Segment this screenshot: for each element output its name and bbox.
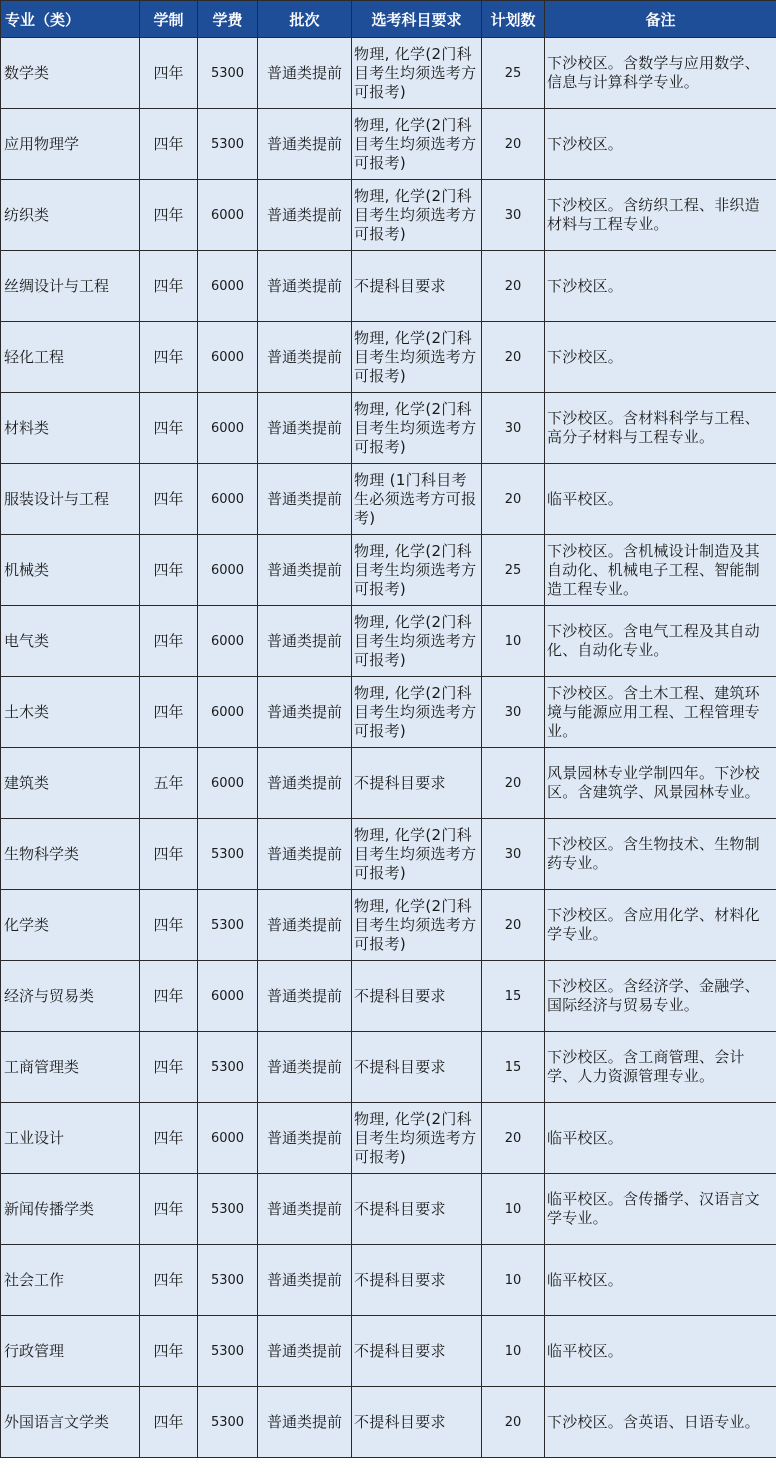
header-batch: 批次 [258,1,352,38]
header-duration: 学制 [140,1,198,38]
table-row [1,464,776,535]
cell-batch: 普通类提前 [258,677,352,748]
cell-duration: 四年 [140,464,198,535]
cell-plan-count: 20 [482,464,545,535]
cell-remarks: 下沙校区。含英语、日语专业。 [545,1387,776,1458]
cell-remarks: 下沙校区。含土木工程、建筑环境与能源应用工程、工程管理专业。 [545,677,776,748]
cell-major: 材料类 [1,393,140,464]
cell-remarks: 临平校区。 [545,1103,776,1174]
cell-batch: 普通类提前 [258,961,352,1032]
cell-plan-count: 20 [482,322,545,393]
cell-duration: 四年 [140,1103,198,1174]
table-body [1,38,776,1458]
cell-batch: 普通类提前 [258,251,352,322]
cell-plan-count: 10 [482,1174,545,1245]
cell-duration: 四年 [140,38,198,109]
cell-remarks: 临平校区。含传播学、汉语言文学专业。 [545,1174,776,1245]
table-row [1,1387,776,1458]
cell-major: 丝绸设计与工程 [1,251,140,322]
cell-tuition: 6000 [198,251,258,322]
cell-remarks: 下沙校区。含生物技术、生物制药专业。 [545,819,776,890]
cell-duration: 四年 [140,1032,198,1103]
cell-major: 服装设计与工程 [1,464,140,535]
cell-batch: 普通类提前 [258,1103,352,1174]
cell-plan-count: 20 [482,890,545,961]
cell-subject-requirement: 物理, 化学(2门科目考生均须选考方可报考) [352,180,482,251]
header-row [1,1,776,38]
cell-major: 建筑类 [1,748,140,819]
cell-tuition: 5300 [198,1174,258,1245]
table-row [1,109,776,180]
cell-subject-requirement: 不提科目要求 [352,1316,482,1387]
cell-plan-count: 20 [482,1387,545,1458]
cell-duration: 四年 [140,1245,198,1316]
cell-duration: 四年 [140,1316,198,1387]
cell-major: 工业设计 [1,1103,140,1174]
cell-remarks: 下沙校区。含机械设计制造及其自动化、机械电子工程、智能制造工程专业。 [545,535,776,606]
cell-remarks: 下沙校区。含经济学、金融学、国际经济与贸易专业。 [545,961,776,1032]
cell-remarks: 风景园林专业学制四年。下沙校区。含建筑学、风景园林专业。 [545,748,776,819]
cell-subject-requirement: 物理, 化学(2门科目考生均须选考方可报考) [352,677,482,748]
cell-subject-requirement: 物理, 化学(2门科目考生均须选考方可报考) [352,890,482,961]
table-row [1,819,776,890]
cell-plan-count: 30 [482,180,545,251]
header-tuition: 学费 [198,1,258,38]
cell-batch: 普通类提前 [258,393,352,464]
table-row [1,180,776,251]
cell-duration: 五年 [140,748,198,819]
cell-major: 行政管理 [1,1316,140,1387]
cell-batch: 普通类提前 [258,1032,352,1103]
cell-major: 电气类 [1,606,140,677]
cell-major: 轻化工程 [1,322,140,393]
table-row [1,961,776,1032]
cell-major: 社会工作 [1,1245,140,1316]
cell-subject-requirement: 物理, 化学(2门科目考生均须选考方可报考) [352,38,482,109]
cell-plan-count: 10 [482,1245,545,1316]
table-row [1,677,776,748]
cell-duration: 四年 [140,606,198,677]
cell-duration: 四年 [140,961,198,1032]
cell-plan-count: 10 [482,606,545,677]
cell-tuition: 6000 [198,606,258,677]
cell-subject-requirement: 不提科目要求 [352,1032,482,1103]
cell-major: 纺织类 [1,180,140,251]
cell-batch: 普通类提前 [258,606,352,677]
cell-plan-count: 30 [482,819,545,890]
cell-tuition: 6000 [198,322,258,393]
cell-duration: 四年 [140,890,198,961]
cell-duration: 四年 [140,535,198,606]
table-row [1,38,776,109]
table-row [1,393,776,464]
cell-major: 化学类 [1,890,140,961]
cell-tuition: 5300 [198,1032,258,1103]
table-row [1,322,776,393]
cell-subject-requirement: 不提科目要求 [352,1174,482,1245]
cell-batch: 普通类提前 [258,1174,352,1245]
cell-duration: 四年 [140,819,198,890]
table-row [1,1032,776,1103]
cell-duration: 四年 [140,251,198,322]
cell-batch: 普通类提前 [258,180,352,251]
header-subject-requirement: 选考科目要求 [352,1,482,38]
cell-plan-count: 20 [482,251,545,322]
table-row [1,748,776,819]
cell-remarks: 下沙校区。含材料科学与工程、高分子材料与工程专业。 [545,393,776,464]
table-row [1,535,776,606]
cell-tuition: 5300 [198,1316,258,1387]
cell-subject-requirement: 物理, 化学(2门科目考生均须选考方可报考) [352,322,482,393]
cell-subject-requirement: 物理, 化学(2门科目考生均须选考方可报考) [352,535,482,606]
table-row [1,1103,776,1174]
cell-duration: 四年 [140,1387,198,1458]
cell-remarks: 下沙校区。 [545,322,776,393]
header-remarks: 备注 [545,1,776,38]
cell-major: 外国语言文学类 [1,1387,140,1458]
cell-subject-requirement: 不提科目要求 [352,1387,482,1458]
cell-remarks: 下沙校区。含工商管理、会计学、人力资源管理专业。 [545,1032,776,1103]
cell-plan-count: 20 [482,748,545,819]
header-plan-count: 计划数 [482,1,545,38]
cell-subject-requirement: 物理, 化学(2门科目考生均须选考方可报考) [352,109,482,180]
cell-subject-requirement: 不提科目要求 [352,1245,482,1316]
cell-remarks: 下沙校区。含数学与应用数学、信息与计算科学专业。 [545,38,776,109]
table-row [1,1316,776,1387]
cell-tuition: 6000 [198,464,258,535]
cell-plan-count: 25 [482,535,545,606]
cell-remarks: 下沙校区。 [545,109,776,180]
cell-subject-requirement: 物理, 化学(2门科目考生均须选考方可报考) [352,393,482,464]
cell-major: 应用物理学 [1,109,140,180]
cell-tuition: 6000 [198,1103,258,1174]
cell-subject-requirement: 物理 (1门科目考生必须选考方可报考) [352,464,482,535]
cell-duration: 四年 [140,1174,198,1245]
cell-remarks: 下沙校区。 [545,251,776,322]
cell-tuition: 5300 [198,109,258,180]
cell-plan-count: 15 [482,1032,545,1103]
cell-tuition: 5300 [198,890,258,961]
cell-tuition: 6000 [198,748,258,819]
cell-batch: 普通类提前 [258,748,352,819]
cell-batch: 普通类提前 [258,1387,352,1458]
cell-batch: 普通类提前 [258,322,352,393]
cell-batch: 普通类提前 [258,819,352,890]
cell-plan-count: 30 [482,393,545,464]
cell-batch: 普通类提前 [258,890,352,961]
cell-duration: 四年 [140,677,198,748]
cell-major: 机械类 [1,535,140,606]
cell-plan-count: 15 [482,961,545,1032]
cell-tuition: 6000 [198,535,258,606]
table-row [1,1174,776,1245]
cell-tuition: 5300 [198,1387,258,1458]
cell-subject-requirement: 不提科目要求 [352,251,482,322]
cell-tuition: 5300 [198,819,258,890]
cell-duration: 四年 [140,322,198,393]
cell-remarks: 下沙校区。含纺织工程、非织造材料与工程专业。 [545,180,776,251]
cell-major: 土木类 [1,677,140,748]
cell-tuition: 6000 [198,961,258,1032]
cell-remarks: 临平校区。 [545,1316,776,1387]
header-major: 专业（类） [1,1,140,38]
cell-plan-count: 25 [482,38,545,109]
cell-remarks: 临平校区。 [545,1245,776,1316]
table-row [1,251,776,322]
cell-plan-count: 30 [482,677,545,748]
cell-batch: 普通类提前 [258,109,352,180]
cell-remarks: 临平校区。 [545,464,776,535]
cell-remarks: 下沙校区。含应用化学、材料化学专业。 [545,890,776,961]
cell-major: 生物科学类 [1,819,140,890]
cell-plan-count: 20 [482,1103,545,1174]
cell-subject-requirement: 物理, 化学(2门科目考生均须选考方可报考) [352,1103,482,1174]
cell-duration: 四年 [140,180,198,251]
cell-subject-requirement: 不提科目要求 [352,748,482,819]
cell-major: 工商管理类 [1,1032,140,1103]
cell-tuition: 6000 [198,677,258,748]
cell-plan-count: 10 [482,1316,545,1387]
cell-duration: 四年 [140,109,198,180]
table-row [1,890,776,961]
cell-batch: 普通类提前 [258,464,352,535]
cell-subject-requirement: 不提科目要求 [352,961,482,1032]
cell-major: 经济与贸易类 [1,961,140,1032]
table-header [1,1,776,38]
table-row [1,606,776,677]
cell-plan-count: 20 [482,109,545,180]
cell-duration: 四年 [140,393,198,464]
cell-major: 数学类 [1,38,140,109]
cell-batch: 普通类提前 [258,535,352,606]
cell-batch: 普通类提前 [258,1316,352,1387]
table-row [1,1245,776,1316]
cell-subject-requirement: 物理, 化学(2门科目考生均须选考方可报考) [352,819,482,890]
cell-major: 新闻传播学类 [1,1174,140,1245]
cell-tuition: 5300 [198,1245,258,1316]
cell-batch: 普通类提前 [258,1245,352,1316]
cell-subject-requirement: 物理, 化学(2门科目考生均须选考方可报考) [352,606,482,677]
cell-tuition: 6000 [198,393,258,464]
cell-tuition: 5300 [198,38,258,109]
cell-batch: 普通类提前 [258,38,352,109]
cell-tuition: 6000 [198,180,258,251]
cell-remarks: 下沙校区。含电气工程及其自动化、自动化专业。 [545,606,776,677]
